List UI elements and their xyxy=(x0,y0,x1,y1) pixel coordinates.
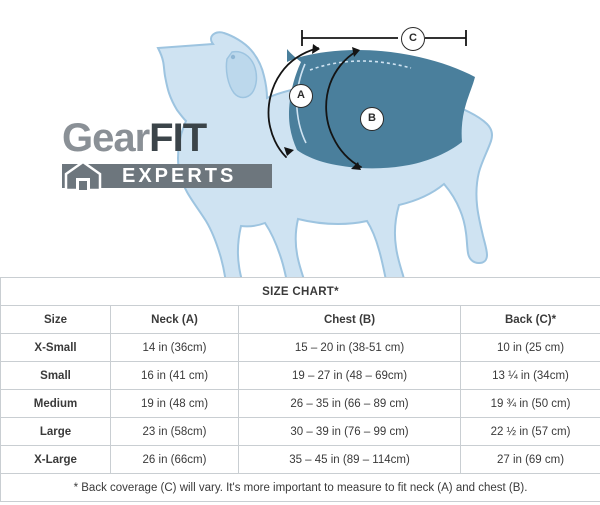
column-header-back: Back (C)* xyxy=(461,306,600,334)
cell-chest: 30 – 39 in (76 – 99 cm) xyxy=(239,418,461,446)
cell-size: Small xyxy=(1,362,111,390)
table-footnote-row xyxy=(1,474,600,502)
cell-back: 10 in (25 cm) xyxy=(461,334,600,362)
brand-logo xyxy=(62,118,272,193)
callout-c: C xyxy=(401,27,425,51)
house-shield-logo-mark xyxy=(62,160,104,192)
table-row xyxy=(1,390,600,418)
table-title-row xyxy=(1,278,600,306)
cell-neck: 16 in (41 cm) xyxy=(111,362,239,390)
table-title: SIZE CHART* xyxy=(1,278,600,306)
cell-size: X-Large xyxy=(1,446,111,474)
cell-back: 27 in (69 cm) xyxy=(461,446,600,474)
logo-word-gear: Gear xyxy=(62,116,150,160)
logo-word-fit: FIT xyxy=(149,116,207,160)
cell-chest: 26 – 35 in (66 – 89 cm) xyxy=(239,390,461,418)
cell-neck: 19 in (48 cm) xyxy=(111,390,239,418)
table-header-row xyxy=(1,306,600,334)
logo-wordmark xyxy=(62,118,272,158)
column-header-neck: Neck (A) xyxy=(111,306,239,334)
cell-neck: 23 in (58cm) xyxy=(111,418,239,446)
cell-back: 22 ½ in (57 cm) xyxy=(461,418,600,446)
cell-chest: 15 – 20 in (38-51 cm) xyxy=(239,334,461,362)
back-measure-arrow xyxy=(302,30,466,46)
size-chart-table xyxy=(0,277,600,502)
cell-size: X-Small xyxy=(1,334,111,362)
column-header-chest: Chest (B) xyxy=(239,306,461,334)
cell-back: 13 ¼ in (34cm) xyxy=(461,362,600,390)
footnote: * Back coverage (C) will vary. It's more important to measure to fit neck (A) and chest (B). xyxy=(1,474,600,502)
column-header-size: Size xyxy=(1,306,111,334)
table-row xyxy=(1,418,600,446)
callout-b: B xyxy=(360,107,384,131)
cell-neck: 14 in (36cm) xyxy=(111,334,239,362)
cell-chest: 35 – 45 in (89 – 114cm) xyxy=(239,446,461,474)
cell-neck: 26 in (66cm) xyxy=(111,446,239,474)
dog-coat-highlight xyxy=(287,49,475,168)
cell-back: 19 ¾ in (50 cm) xyxy=(461,390,600,418)
cell-chest: 19 – 27 in (48 – 69cm) xyxy=(239,362,461,390)
logo-word-experts: EXPERTS xyxy=(122,165,237,187)
table-row xyxy=(1,362,600,390)
callout-a: A xyxy=(289,84,313,108)
cell-size: Large xyxy=(1,418,111,446)
cell-size: Medium xyxy=(1,390,111,418)
table-row xyxy=(1,334,600,362)
table-row xyxy=(1,446,600,474)
